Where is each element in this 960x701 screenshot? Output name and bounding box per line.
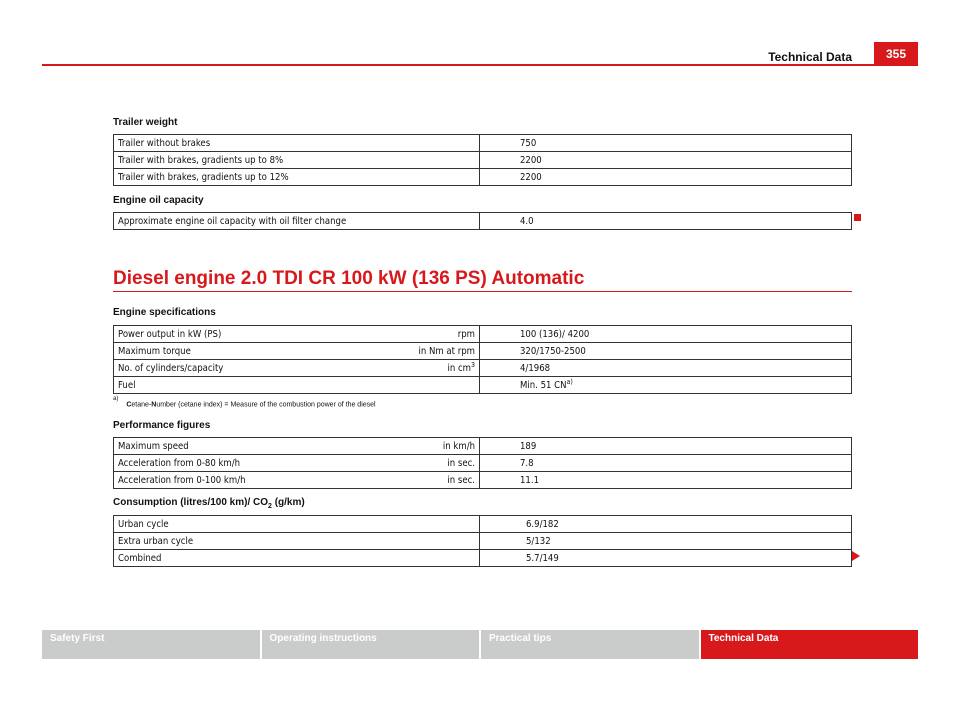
heading-rule [113,291,852,292]
engine-specifications-label: Engine specifications [113,307,216,318]
footer-nav [42,630,918,659]
table-row: Fuel Min. 51 CN$^{a)}$ [114,377,852,394]
table-row: Acceleration from 0-100 km/h in sec. 11.1 [114,472,852,489]
tab-practical-tips[interactable]: Practical tips [481,630,699,659]
table-row: Extra urban cycle 5/132 [114,533,852,550]
section-heading: Diesel engine 2.0 TDI CR 100 kW (136 PS) Automatic [113,268,585,289]
engine-oil-table [113,212,852,230]
table-row: Trailer with brakes, gradients up to 12% 2200 [114,169,852,186]
engine-specifications-table [113,325,852,394]
consumption-table [113,515,852,567]
table-row: Approximate engine oil capacity with oil filter change 4.0 [114,213,852,230]
header-rule [42,64,918,66]
section-end-marker [854,214,861,221]
tab-safety-first[interactable]: Safety First [42,630,260,659]
tab-operating-instructions[interactable]: Operating instructions [262,630,480,659]
tab-technical-data[interactable]: Technical Data [701,630,919,659]
header-title: Technical Data [768,50,852,64]
table-row: Maximum speed in km/h 189 [114,438,852,455]
engine-oil-capacity-label: Engine oil capacity [113,195,204,206]
trailer-weight-table [113,134,852,186]
performance-figures-label: Performance figures [113,420,211,431]
table-row: No. of cylinders/capacity in $cm^3$ 4/1968 [114,360,852,377]
trailer-weight-label: Trailer weight [113,117,178,128]
consumption-label: Consumption (litres/100 km)/ $CO_2$ (g/km) [113,497,305,510]
page-number: 355 [874,42,918,66]
table-row: Maximum torque in Nm at rpm 320/1750-2500 [114,343,852,360]
table-row: Acceleration from 0-80 km/h in sec. 7.8 [114,455,852,472]
performance-figures-table [113,437,852,489]
table-row: Trailer without brakes 750 [114,135,852,152]
table-row: Urban cycle 6.9/182 [114,516,852,533]
continue-arrow-icon [852,551,860,561]
table-row: Power output in kW (PS) rpm 100 (136)/ 4200 [114,326,852,343]
table-row: Combined 5.7/149 [114,550,852,567]
table-row: Trailer with brakes, gradients up to 8% 2200 [114,152,852,169]
footnote: $^{a)}$Cetane-Number (cetane index) = Measure of the combustion power of the diesel [113,396,376,409]
